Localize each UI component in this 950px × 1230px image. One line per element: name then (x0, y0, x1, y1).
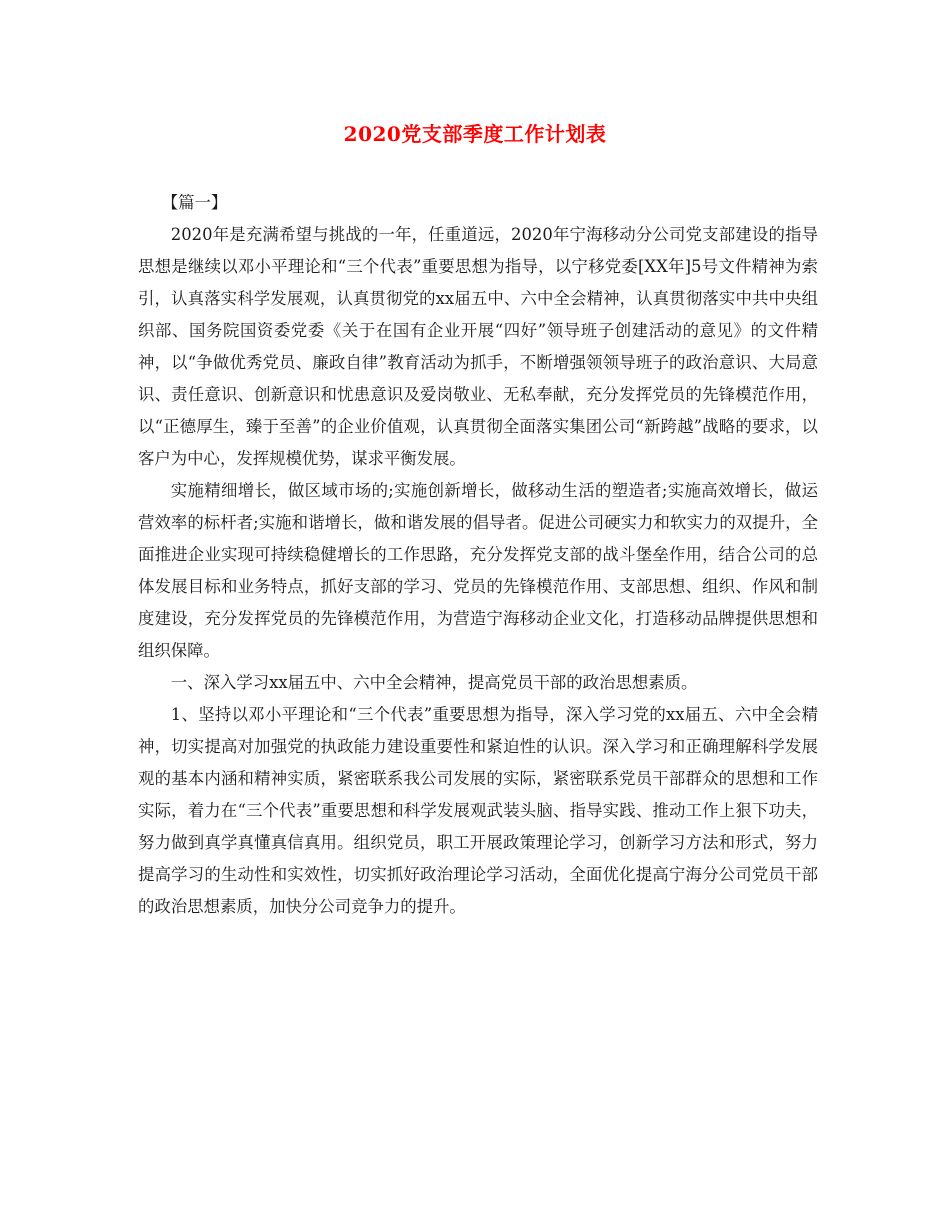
paragraph-4: 1、坚持以邓小平理论和“三个代表”重要思想为指导，深入学习党的xx届五、六中全会精神，切实提高对加强党的执政能力建设重要性和紧迫性的认识。深入学习和正确理解科学发展观的基本内涵和精神实质，紧密联系我公司发展的实际，紧密联系党员干部群众的思想和工作实际，着力在“三个代表”重要思想和科学发展观武装头脑、指导实践、推动工作上狠下功夫，努力做到真学真懂真信真用。组织党员，职工开展政策理论学习，创新学习方法和形式，努力提高学习的生动性和实效性，切实抓好政治理论学习活动，全面优化提高宁海分公司党员干部的政治思想素质，加快分公司竞争力的提升。 (138, 705, 818, 916)
document-title: 2020党支部季度工作计划表 (343, 122, 607, 146)
paragraph-2: 实施精细增长，做区域市场的;实施创新增长，做移动生活的塑造者;实施高效增长，做运营效率的标杆者;实施和谐增长，做和谐发展的倡导者。促进公司硬实力和软实力的双提升，全面推进企业实现可持续稳健增长的工作思路，充分发挥党支部的战斗堡垒作用，结合公司的总体发展目标和业务特点，抓好支部的学习、党员的先锋模范作用、支部思想、组织、作风和制度建设，充分发挥党员的先锋模范作用，为营造宁海移动企业文化，打造移动品牌提供思想和组织保障。 (138, 481, 818, 660)
section-label: 【篇一】 (161, 193, 228, 212)
paragraph-1: 2020年是充满希望与挑战的一年，任重道远，2020年宁海移动分公司党支部建设的指导思想是继续以邓小平理论和“三个代表”重要思想为指导，以宁移党委[XX年]5号文件精神为索引，认真落实科学发展观，认真贯彻党的xx届五中、六中全会精神，认真贯彻落实中共中央组织部、国务院国资委党委《关于在国有企业开展“四好”领导班子创建活动的意见》的文件精神，以“争做优秀党员、廉政自律”教育活动为抓手，不断增强领领导班子的政治意识、大局意识、责任意识、创新意识和忧患意识及爱岗敬业、无私奉献，充分发挥党员的先锋模范作用，以“正德厚生，臻于至善”的企业价值观，认真贯彻全面落实集团公司“新跨越”战略的要求，以客户为中心，发挥规模优势，谋求平衡发展。 (138, 225, 818, 468)
document-body (138, 187, 818, 923)
paragraph-3: 一、深入学习xx届五中、六中全会精神，提高党员干部的政治思想素质。 (170, 673, 698, 692)
